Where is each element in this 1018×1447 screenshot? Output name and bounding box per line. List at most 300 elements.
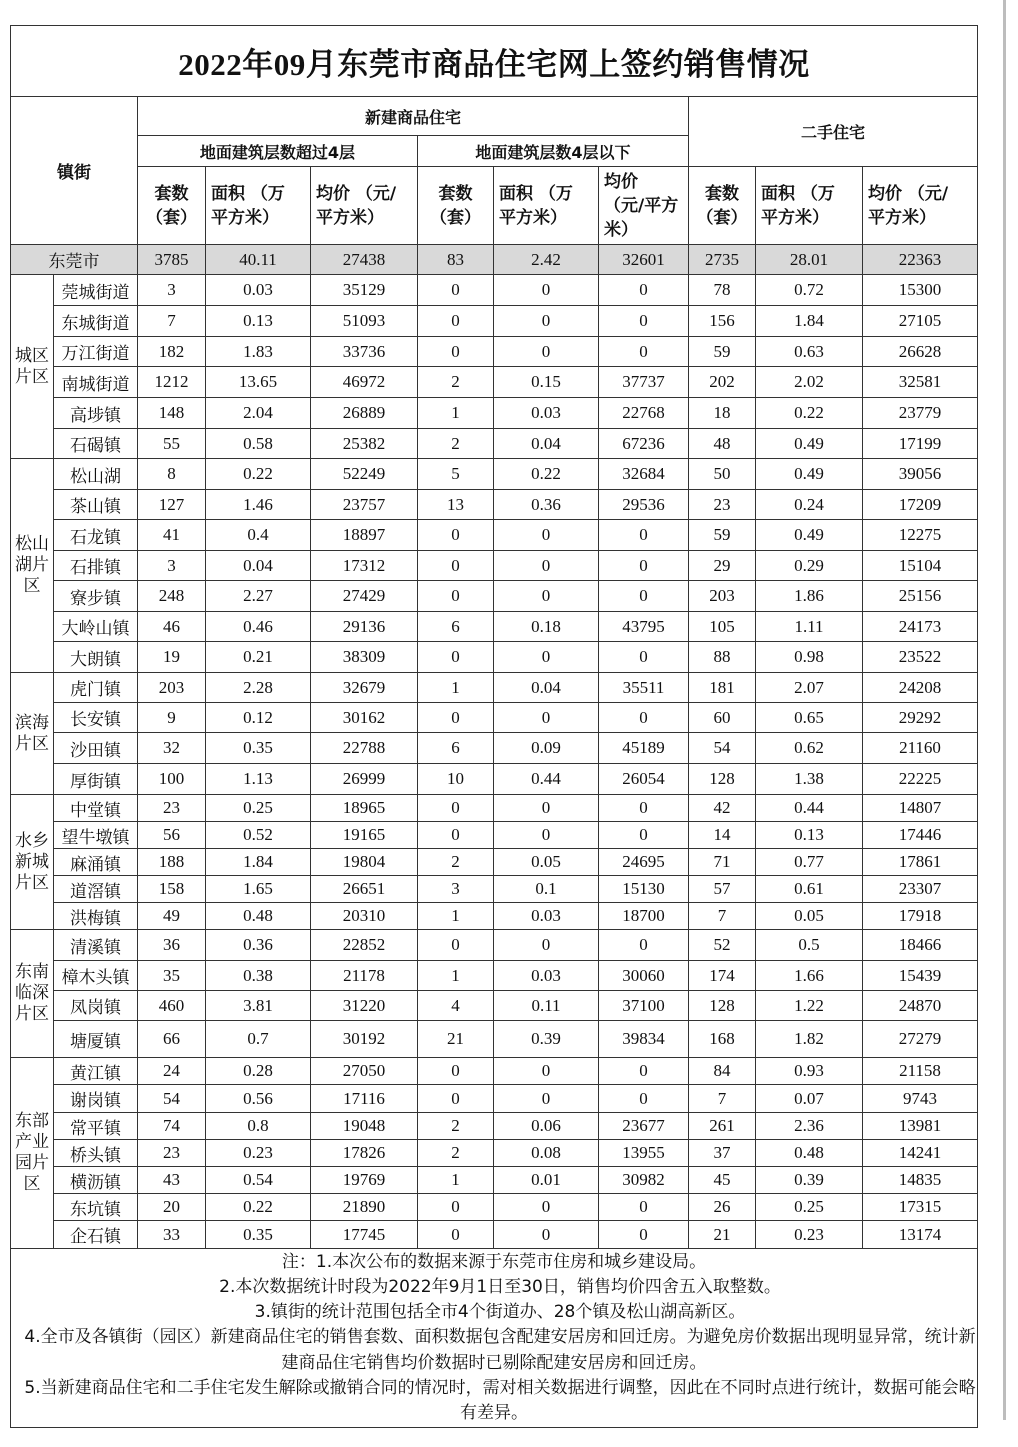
below4-units-cell: 0 — [418, 1221, 494, 1249]
town-name: 清溪镇 — [54, 930, 138, 961]
town-name: 麻涌镇 — [54, 849, 138, 876]
below4-area-cell: 0.04 — [494, 673, 599, 703]
second-hand-price-cell: 12275 — [863, 520, 978, 551]
second-hand-area-cell: 0.93 — [756, 1058, 863, 1085]
table-row — [11, 1113, 978, 1140]
below4-units-cell: 6 — [418, 733, 494, 764]
region-label: 滨海片区 — [11, 673, 54, 795]
below4-area-cell: 0 — [494, 703, 599, 733]
below4-units-cell: 0 — [418, 337, 494, 367]
above4-units-cell: 66 — [138, 1021, 206, 1058]
table-row — [11, 429, 978, 459]
note-3: 3.镇街的统计范围包括全市4个街道办、28个镇及松山湖高新区。 — [254, 1302, 746, 1323]
below4-units-cell: 0 — [418, 275, 494, 306]
below4-area-cell: 0 — [494, 306, 599, 337]
below4-area-cell: 0.36 — [494, 490, 599, 520]
below4-units-cell: 1 — [418, 398, 494, 429]
note-2: 2.本次数据统计时段为2022年9月1日至30日，销售均价四舍五入取整数。 — [219, 1276, 781, 1297]
below4-price-cell: 67236 — [599, 429, 689, 459]
second-hand-units-cell: 45 — [689, 1167, 756, 1194]
below4-price-cell: 30060 — [599, 961, 689, 991]
second-hand-price-cell: 24208 — [863, 673, 978, 703]
table-row — [11, 673, 978, 703]
below4-units-cell: 2 — [418, 1113, 494, 1140]
above4-units-cell: 23 — [138, 1140, 206, 1167]
second-hand-price-cell: 23522 — [863, 642, 978, 673]
second-hand-units-cell: 23 — [689, 490, 756, 520]
table-row — [11, 961, 978, 991]
town-name: 虎门镇 — [54, 673, 138, 703]
header-new-housing: 新建商品住宅 — [138, 97, 689, 136]
below4-area-cell: 0.03 — [494, 903, 599, 930]
above4-price-cell: 51093 — [311, 306, 418, 337]
below4-units-cell: 0 — [418, 642, 494, 673]
above4-units-cell: 203 — [138, 673, 206, 703]
below4-price-cell: 30982 — [599, 1167, 689, 1194]
below4-price-cell: 0 — [599, 1058, 689, 1085]
above4-units-cell: 33 — [138, 1221, 206, 1249]
below4-price-cell: 0 — [599, 520, 689, 551]
town-name: 洪梅镇 — [54, 903, 138, 930]
second-hand-area-cell: 28.01 — [756, 245, 863, 275]
second-hand-area-cell: 0.63 — [756, 337, 863, 367]
second-hand-units-cell: 202 — [689, 367, 756, 398]
table-row — [11, 903, 978, 930]
table-row — [11, 520, 978, 551]
notes-section — [11, 1249, 978, 1428]
below4-units-cell: 1 — [418, 961, 494, 991]
below4-price-cell: 45189 — [599, 733, 689, 764]
second-hand-units-cell: 26 — [689, 1194, 756, 1221]
above4-price-cell: 22788 — [311, 733, 418, 764]
town-name: 高埗镇 — [54, 398, 138, 429]
second-hand-area-cell: 0.49 — [756, 429, 863, 459]
second-hand-price-cell: 22225 — [863, 764, 978, 795]
above4-area-cell: 0.46 — [206, 612, 311, 642]
town-name: 沙田镇 — [54, 733, 138, 764]
second-hand-units-cell: 78 — [689, 275, 756, 306]
col-header-above4-units: 套数 （套） — [138, 167, 206, 245]
table-row — [11, 1221, 978, 1249]
second-hand-area-cell: 0.5 — [756, 930, 863, 961]
region-label: 水乡新城片区 — [11, 795, 54, 930]
second-hand-area-cell: 1.66 — [756, 961, 863, 991]
below4-price-cell: 0 — [599, 275, 689, 306]
town-name: 塘厦镇 — [54, 1021, 138, 1058]
col-header-below4-area: 面积 （万 平方米） — [494, 167, 599, 245]
second-hand-units-cell: 168 — [689, 1021, 756, 1058]
below4-area-cell: 2.42 — [494, 245, 599, 275]
town-name: 大朗镇 — [54, 642, 138, 673]
below4-area-cell: 0.22 — [494, 459, 599, 490]
above4-area-cell: 0.04 — [206, 551, 311, 581]
below4-price-cell: 0 — [599, 703, 689, 733]
second-hand-area-cell: 0.98 — [756, 642, 863, 673]
table-row — [11, 876, 978, 903]
below4-units-cell: 0 — [418, 1085, 494, 1113]
region-label: 东部产业园片区 — [11, 1058, 54, 1249]
table-row — [11, 764, 978, 795]
above4-price-cell: 30162 — [311, 703, 418, 733]
above4-units-cell: 188 — [138, 849, 206, 876]
second-hand-area-cell: 0.07 — [756, 1085, 863, 1113]
below4-area-cell: 0 — [494, 520, 599, 551]
above4-price-cell: 27429 — [311, 581, 418, 612]
above4-price-cell: 22852 — [311, 930, 418, 961]
below4-price-cell: 24695 — [599, 849, 689, 876]
second-hand-area-cell: 0.39 — [756, 1167, 863, 1194]
below4-units-cell: 0 — [418, 306, 494, 337]
town-name: 长安镇 — [54, 703, 138, 733]
below4-area-cell: 0.11 — [494, 991, 599, 1021]
above4-area-cell: 0.58 — [206, 429, 311, 459]
second-hand-price-cell: 39056 — [863, 459, 978, 490]
below4-price-cell: 0 — [599, 1221, 689, 1249]
below4-area-cell: 0.03 — [494, 398, 599, 429]
second-hand-area-cell: 0.48 — [756, 1140, 863, 1167]
below4-price-cell: 23677 — [599, 1113, 689, 1140]
above4-units-cell: 158 — [138, 876, 206, 903]
above4-area-cell: 0.21 — [206, 642, 311, 673]
note-4: 4.全市及各镇街（园区）新建商品住宅的销售套数、面积数据包含配建安居房和回迁房。为避免房价数据出现明显异常，统计新建商品住宅销售均价数据时已剔除配建安居房和回迁房。 — [24, 1327, 976, 1373]
below4-units-cell: 2 — [418, 1140, 494, 1167]
second-hand-price-cell: 23307 — [863, 876, 978, 903]
below4-area-cell: 0 — [494, 1058, 599, 1085]
note-5: 5.当新建商品住宅和二手住宅发生解除或撤销合同的情况时，需对相关数据进行调整，因此在不同时点进行统计，数据可能会略有差异。 — [24, 1377, 976, 1423]
second-hand-units-cell: 128 — [689, 764, 756, 795]
town-name: 寮步镇 — [54, 581, 138, 612]
header-above-4-floors: 地面建筑层数超过4层 — [138, 136, 418, 167]
second-hand-price-cell: 14241 — [863, 1140, 978, 1167]
below4-price-cell: 26054 — [599, 764, 689, 795]
second-hand-area-cell: 1.84 — [756, 306, 863, 337]
second-hand-area-cell: 0.05 — [756, 903, 863, 930]
below4-area-cell: 0.08 — [494, 1140, 599, 1167]
town-name: 常平镇 — [54, 1113, 138, 1140]
above4-units-cell: 41 — [138, 520, 206, 551]
above4-units-cell: 8 — [138, 459, 206, 490]
above4-price-cell: 18897 — [311, 520, 418, 551]
below4-area-cell: 0 — [494, 1194, 599, 1221]
above4-price-cell: 38309 — [311, 642, 418, 673]
table-row — [11, 1021, 978, 1058]
below4-units-cell: 1 — [418, 673, 494, 703]
below4-area-cell: 0.39 — [494, 1021, 599, 1058]
second-hand-price-cell: 14807 — [863, 795, 978, 822]
second-hand-price-cell: 13174 — [863, 1221, 978, 1249]
above4-area-cell: 0.52 — [206, 822, 311, 849]
above4-price-cell: 18965 — [311, 795, 418, 822]
col-header-second-hand-area: 面积 （万 平方米） — [756, 167, 863, 245]
below4-area-cell: 0 — [494, 795, 599, 822]
above4-price-cell: 27050 — [311, 1058, 418, 1085]
second-hand-price-cell: 17918 — [863, 903, 978, 930]
second-hand-units-cell: 71 — [689, 849, 756, 876]
above4-units-cell: 19 — [138, 642, 206, 673]
below4-units-cell: 5 — [418, 459, 494, 490]
above4-area-cell: 1.46 — [206, 490, 311, 520]
col-header-above4-area: 面积 （万 平方米） — [206, 167, 311, 245]
below4-area-cell: 0 — [494, 581, 599, 612]
below4-units-cell: 1 — [418, 1167, 494, 1194]
table-row — [11, 991, 978, 1021]
below4-area-cell: 0 — [494, 337, 599, 367]
above4-units-cell: 55 — [138, 429, 206, 459]
header-below-4-floors: 地面建筑层数4层以下 — [418, 136, 689, 167]
below4-units-cell: 21 — [418, 1021, 494, 1058]
above4-area-cell: 0.4 — [206, 520, 311, 551]
above4-units-cell: 248 — [138, 581, 206, 612]
above4-area-cell: 3.81 — [206, 991, 311, 1021]
above4-units-cell: 20 — [138, 1194, 206, 1221]
second-hand-area-cell: 0.65 — [756, 703, 863, 733]
below4-price-cell: 0 — [599, 337, 689, 367]
above4-area-cell: 1.13 — [206, 764, 311, 795]
below4-area-cell: 0.44 — [494, 764, 599, 795]
below4-area-cell: 0 — [494, 275, 599, 306]
above4-area-cell: 0.22 — [206, 1194, 311, 1221]
second-hand-units-cell: 84 — [689, 1058, 756, 1085]
above4-units-cell: 460 — [138, 991, 206, 1021]
above4-price-cell: 32679 — [311, 673, 418, 703]
below4-price-cell: 0 — [599, 642, 689, 673]
town-name: 厚街镇 — [54, 764, 138, 795]
below4-units-cell: 10 — [418, 764, 494, 795]
below4-price-cell: 0 — [599, 822, 689, 849]
above4-price-cell: 19048 — [311, 1113, 418, 1140]
town-name: 东城街道 — [54, 306, 138, 337]
second-hand-area-cell: 0.49 — [756, 520, 863, 551]
second-hand-price-cell: 13981 — [863, 1113, 978, 1140]
above4-area-cell: 0.38 — [206, 961, 311, 991]
below4-area-cell: 0.09 — [494, 733, 599, 764]
page-title: 2022年09月东莞市商品住宅网上签约销售情况 — [11, 26, 978, 97]
above4-price-cell: 23757 — [311, 490, 418, 520]
table-row — [11, 1058, 978, 1085]
above4-units-cell: 100 — [138, 764, 206, 795]
second-hand-units-cell: 29 — [689, 551, 756, 581]
above4-units-cell: 9 — [138, 703, 206, 733]
town-name: 横沥镇 — [54, 1167, 138, 1194]
second-hand-price-cell: 17446 — [863, 822, 978, 849]
town-name: 黄江镇 — [54, 1058, 138, 1085]
above4-price-cell: 30192 — [311, 1021, 418, 1058]
below4-area-cell: 0 — [494, 930, 599, 961]
second-hand-area-cell: 0.77 — [756, 849, 863, 876]
second-hand-area-cell: 0.62 — [756, 733, 863, 764]
above4-area-cell: 0.22 — [206, 459, 311, 490]
below4-price-cell: 0 — [599, 551, 689, 581]
second-hand-price-cell: 18466 — [863, 930, 978, 961]
table-row — [11, 337, 978, 367]
second-hand-units-cell: 2735 — [689, 245, 756, 275]
below4-price-cell: 0 — [599, 930, 689, 961]
col-header-second-hand-price: 均价 （元/ 平方米） — [863, 167, 978, 245]
table-row — [11, 581, 978, 612]
second-hand-units-cell: 174 — [689, 961, 756, 991]
second-hand-area-cell: 0.24 — [756, 490, 863, 520]
above4-area-cell: 0.13 — [206, 306, 311, 337]
town-name: 谢岗镇 — [54, 1085, 138, 1113]
col-header-second-hand-units: 套数 （套） — [689, 167, 756, 245]
above4-area-cell: 0.35 — [206, 1221, 311, 1249]
below4-area-cell: 0 — [494, 1221, 599, 1249]
below4-area-cell: 0.01 — [494, 1167, 599, 1194]
second-hand-units-cell: 7 — [689, 1085, 756, 1113]
below4-units-cell: 0 — [418, 551, 494, 581]
below4-units-cell: 0 — [418, 703, 494, 733]
second-hand-area-cell: 0.23 — [756, 1221, 863, 1249]
second-hand-units-cell: 156 — [689, 306, 756, 337]
town-name: 中堂镇 — [54, 795, 138, 822]
above4-units-cell: 74 — [138, 1113, 206, 1140]
below4-price-cell: 39834 — [599, 1021, 689, 1058]
second-hand-price-cell: 17861 — [863, 849, 978, 876]
above4-area-cell: 0.03 — [206, 275, 311, 306]
second-hand-area-cell: 0.44 — [756, 795, 863, 822]
second-hand-price-cell: 14835 — [863, 1167, 978, 1194]
above4-area-cell: 1.65 — [206, 876, 311, 903]
second-hand-price-cell: 17199 — [863, 429, 978, 459]
second-hand-area-cell: 1.11 — [756, 612, 863, 642]
above4-area-cell: 0.8 — [206, 1113, 311, 1140]
town-name: 望牛墩镇 — [54, 822, 138, 849]
second-hand-price-cell: 9743 — [863, 1085, 978, 1113]
second-hand-units-cell: 59 — [689, 520, 756, 551]
notes-row — [11, 1249, 978, 1428]
below4-area-cell: 0.18 — [494, 612, 599, 642]
header-row-1 — [11, 97, 978, 136]
above4-area-cell: 0.48 — [206, 903, 311, 930]
second-hand-price-cell: 15300 — [863, 275, 978, 306]
second-hand-units-cell: 37 — [689, 1140, 756, 1167]
second-hand-units-cell: 181 — [689, 673, 756, 703]
above4-units-cell: 7 — [138, 306, 206, 337]
town-name: 东坑镇 — [54, 1194, 138, 1221]
below4-units-cell: 2 — [418, 429, 494, 459]
second-hand-price-cell: 32581 — [863, 367, 978, 398]
second-hand-price-cell: 17315 — [863, 1194, 978, 1221]
above4-price-cell: 26651 — [311, 876, 418, 903]
below4-price-cell: 13955 — [599, 1140, 689, 1167]
second-hand-units-cell: 21 — [689, 1221, 756, 1249]
above4-price-cell: 26999 — [311, 764, 418, 795]
above4-price-cell: 19804 — [311, 849, 418, 876]
above4-price-cell: 21890 — [311, 1194, 418, 1221]
above4-price-cell: 21178 — [311, 961, 418, 991]
above4-price-cell: 52249 — [311, 459, 418, 490]
above4-area-cell: 0.23 — [206, 1140, 311, 1167]
second-hand-area-cell: 0.22 — [756, 398, 863, 429]
second-hand-units-cell: 42 — [689, 795, 756, 822]
second-hand-units-cell: 14 — [689, 822, 756, 849]
below4-price-cell: 0 — [599, 1194, 689, 1221]
below4-price-cell: 0 — [599, 1085, 689, 1113]
below4-units-cell: 6 — [418, 612, 494, 642]
second-hand-price-cell: 27279 — [863, 1021, 978, 1058]
below4-price-cell: 43795 — [599, 612, 689, 642]
table-row — [11, 398, 978, 429]
above4-price-cell: 17116 — [311, 1085, 418, 1113]
above4-price-cell: 19165 — [311, 822, 418, 849]
below4-units-cell: 0 — [418, 1194, 494, 1221]
below4-units-cell: 3 — [418, 876, 494, 903]
below4-area-cell: 0 — [494, 1085, 599, 1113]
below4-price-cell: 18700 — [599, 903, 689, 930]
above4-units-cell: 23 — [138, 795, 206, 822]
above4-area-cell: 0.25 — [206, 795, 311, 822]
below4-area-cell: 0.1 — [494, 876, 599, 903]
second-hand-units-cell: 52 — [689, 930, 756, 961]
second-hand-units-cell: 261 — [689, 1113, 756, 1140]
town-name: 莞城街道 — [54, 275, 138, 306]
above4-price-cell: 46972 — [311, 367, 418, 398]
second-hand-area-cell: 2.07 — [756, 673, 863, 703]
table-row — [11, 795, 978, 822]
second-hand-area-cell: 2.36 — [756, 1113, 863, 1140]
second-hand-units-cell: 57 — [689, 876, 756, 903]
title-row — [11, 26, 978, 97]
table-row — [11, 1140, 978, 1167]
below4-area-cell: 0 — [494, 822, 599, 849]
below4-area-cell: 0.05 — [494, 849, 599, 876]
above4-area-cell: 2.27 — [206, 581, 311, 612]
second-hand-price-cell: 27105 — [863, 306, 978, 337]
table-row — [11, 1194, 978, 1221]
below4-price-cell: 0 — [599, 306, 689, 337]
table-row — [11, 822, 978, 849]
note-1: 注：1.本次公布的数据来源于东莞市住房和城乡建设局。 — [281, 1251, 707, 1272]
town-name: 樟木头镇 — [54, 961, 138, 991]
second-hand-price-cell: 23779 — [863, 398, 978, 429]
above4-units-cell: 24 — [138, 1058, 206, 1085]
below4-units-cell: 0 — [418, 520, 494, 551]
town-name: 企石镇 — [54, 1221, 138, 1249]
second-hand-units-cell: 54 — [689, 733, 756, 764]
second-hand-price-cell: 22363 — [863, 245, 978, 275]
below4-price-cell: 37737 — [599, 367, 689, 398]
above4-units-cell: 148 — [138, 398, 206, 429]
second-hand-price-cell: 21158 — [863, 1058, 978, 1085]
second-hand-units-cell: 105 — [689, 612, 756, 642]
above4-units-cell: 182 — [138, 337, 206, 367]
second-hand-price-cell: 24870 — [863, 991, 978, 1021]
below4-area-cell: 0.15 — [494, 367, 599, 398]
below4-units-cell: 2 — [418, 367, 494, 398]
below4-price-cell: 32601 — [599, 245, 689, 275]
below4-price-cell: 35511 — [599, 673, 689, 703]
table-row — [11, 1085, 978, 1113]
second-hand-price-cell: 17209 — [863, 490, 978, 520]
second-hand-price-cell: 26628 — [863, 337, 978, 367]
above4-price-cell: 17745 — [311, 1221, 418, 1249]
second-hand-units-cell: 203 — [689, 581, 756, 612]
below4-price-cell: 32684 — [599, 459, 689, 490]
above4-price-cell: 33736 — [311, 337, 418, 367]
above4-price-cell: 29136 — [311, 612, 418, 642]
second-hand-price-cell: 21160 — [863, 733, 978, 764]
document-page — [10, 25, 977, 1428]
second-hand-area-cell: 0.49 — [756, 459, 863, 490]
below4-area-cell: 0.03 — [494, 961, 599, 991]
below4-area-cell: 0.06 — [494, 1113, 599, 1140]
second-hand-area-cell: 2.02 — [756, 367, 863, 398]
table-row — [11, 490, 978, 520]
town-name: 道滘镇 — [54, 876, 138, 903]
above4-units-cell: 35 — [138, 961, 206, 991]
table-row-total — [11, 245, 978, 275]
header-second-hand: 二手住宅 — [689, 97, 978, 167]
